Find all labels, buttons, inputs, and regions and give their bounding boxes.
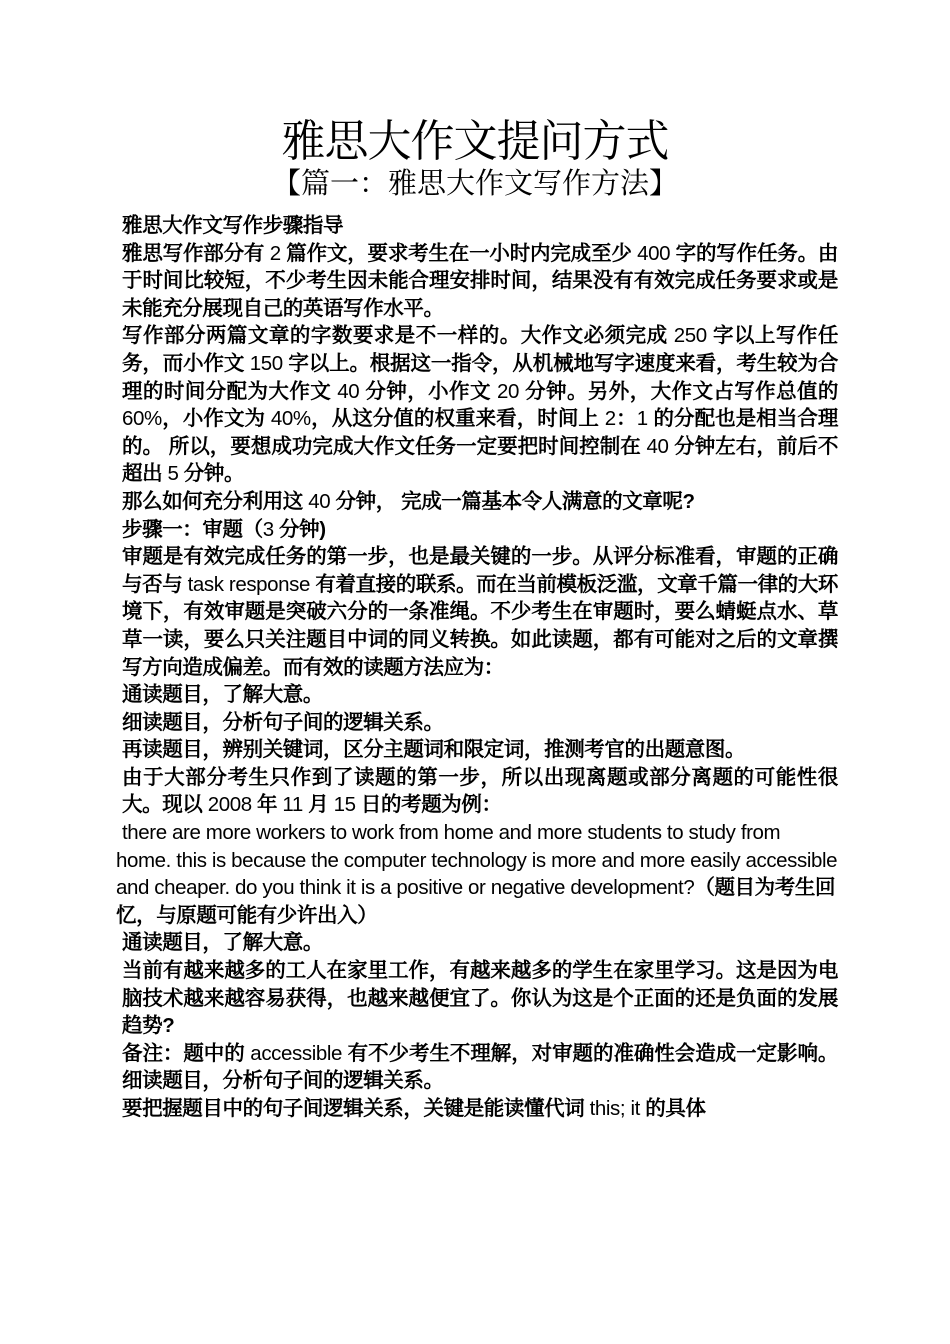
- method-item-3: 再读题目，辨别关键词，区分主题词和限定词，推测考官的出题意图。: [122, 738, 746, 762]
- paragraph-question: 那么如何充分利用这 40 分钟， 完成一篇基本令人满意的文章呢?: [122, 489, 695, 513]
- document-subtitle: 【篇一：雅思大作文写作方法】: [271, 168, 678, 200]
- paragraph-task-requirement: 雅思写作部分有 2 篇作文，要求考生在一小时内完成至少 400 字的写作任务。由于时间比较短，不少考生因未能合理安排时间，结果没有有效完成任务要求或是未能充分展现自己的英语写作水平。: [122, 241, 838, 320]
- method-item-2: 细读题目，分析句子间的逻辑关系。: [122, 710, 444, 734]
- paragraph-example-question: there are more workers to work from home and more students to study from home. this is because the computer technology is more and more easily accessible and cheaper. do you think it is a positive or negative development?（题目为考生回忆，与原题可能有少许出入）: [116, 821, 838, 927]
- paragraph-example-intro: 由于大部分考生只作到了读题的第一步，所以出现离题或部分离题的可能性很大。现以 2008 年 11 月 15 日的考题为例：: [122, 765, 838, 817]
- method-item-4: 通读题目，了解大意。: [122, 931, 323, 955]
- paragraph-time-allocation: 写作部分两篇文章的字数要求是不一样的。大作文必须完成 250 字以上写作任务，而小作文 150 字以上。根据这一指令，从机械地写字速度来看，考生较为合理的时间分配为大作文 40 分钟，小作文 20 分钟。另外，大作文占写作总值的 60%，小作文为 40%，从这分值的权重来看，时间上 2：1 的分配也是相当合理的。 所以，要想成功完成大作文任务一定要把时间控制在 40 分钟左右，前后不超出 5 分钟。: [122, 324, 839, 486]
- paragraph-translation: 当前有越来越多的工人在家里工作，有越来越多的学生在家里学习。这是因为电脑技术越来越容易获得，也越来越便宜了。你认为这是个正面的还是负面的发展趋势?: [122, 959, 838, 1038]
- document-body: [116, 212, 838, 1123]
- document-title: 雅思大作文提问方式: [281, 117, 669, 166]
- method-item-1: 通读题目，了解大意。: [122, 683, 323, 707]
- step-one-heading: 步骤一：审题（3 分钟): [122, 517, 326, 541]
- paragraph-note: 备注：题中的 accessible 有不少考生不理解，对审题的准确性会造成一定影响。 细读题目，分析句子间的逻辑关系。: [122, 1041, 838, 1093]
- paragraph-task-analysis: 审题是有效完成任务的第一步，也是最关键的一步。从评分标准看，审题的正确与否与 task response 有着直接的联系。而在当前模板泛滥，文章千篇一律的大环境下，有效审题是突破六分的一条准绳。不少考生在审题时，要么蜻蜓点水、草草一读，要么只关注题目中词的同义转换。如此读题，都有可能对之后的文章撰写方向造成偏差。而有效的读题方法应为：: [122, 545, 838, 679]
- paragraph-logic: 要把握题目中的句子间逻辑关系，关键是能读懂代词 this; it 的具体: [122, 1097, 706, 1120]
- section-heading: 雅思大作文写作步骤指导: [122, 214, 344, 237]
